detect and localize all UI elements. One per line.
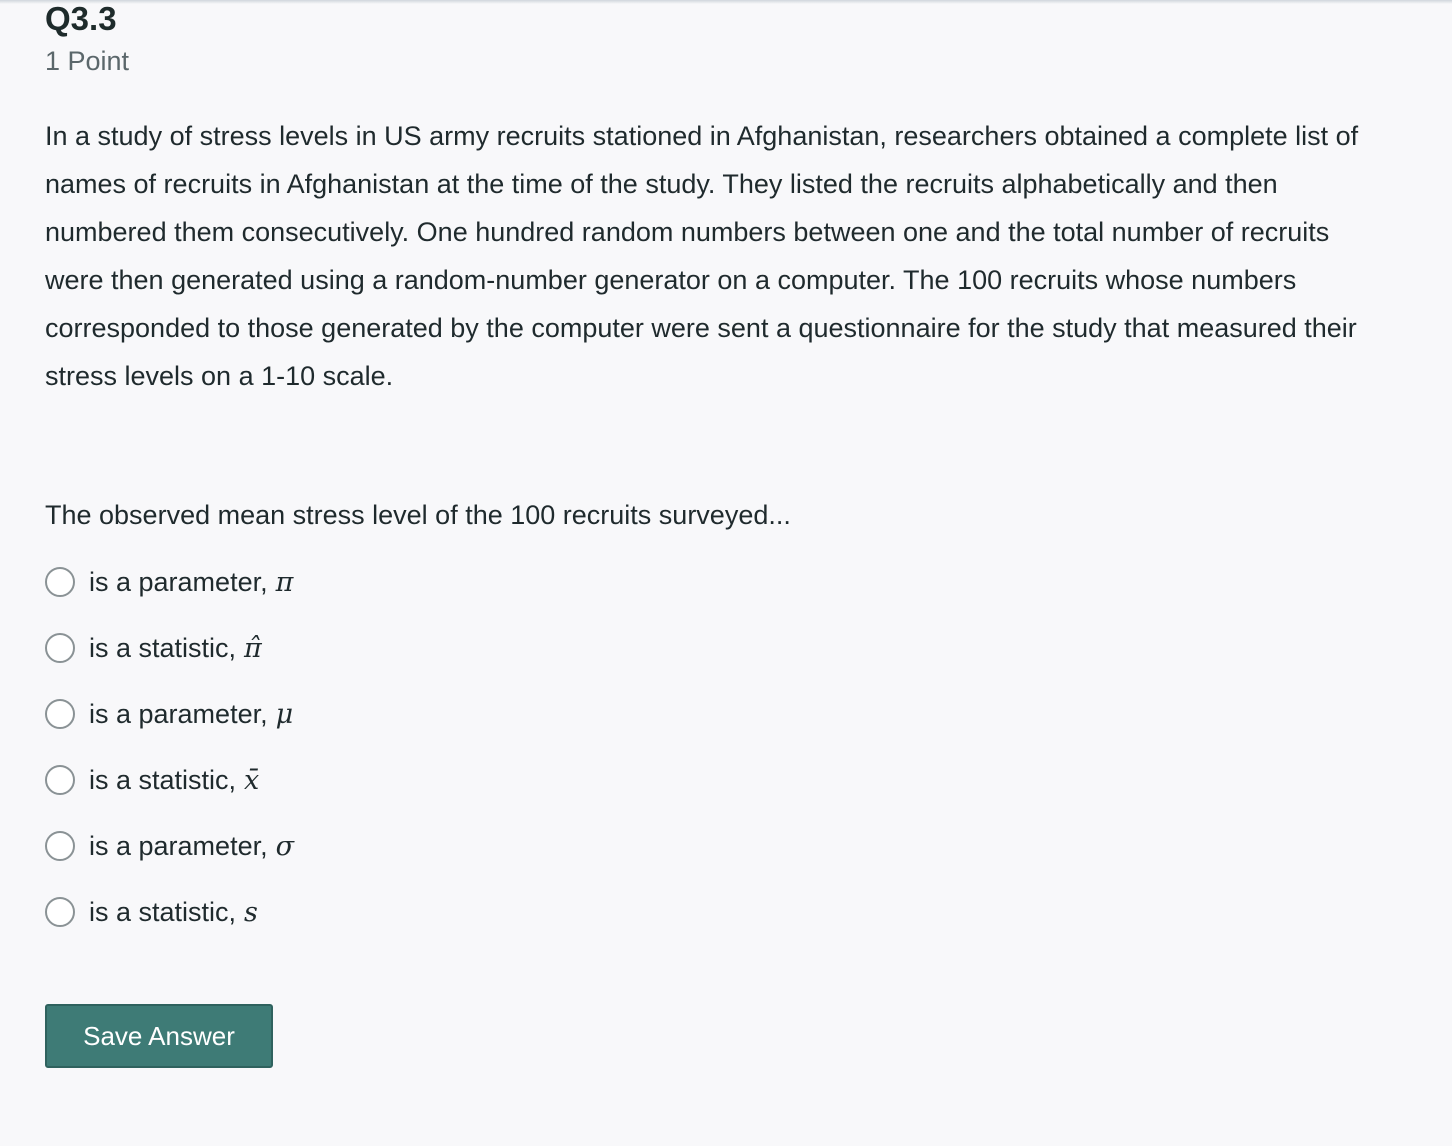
radio-button[interactable] <box>45 831 75 861</box>
option-2[interactable] <box>45 631 262 665</box>
option-5[interactable] <box>45 829 294 863</box>
radio-button[interactable] <box>45 699 75 729</box>
option-3[interactable] <box>45 697 293 731</box>
option-1[interactable] <box>45 565 293 599</box>
option-4[interactable] <box>45 763 259 797</box>
option-label: is a parameter, σ <box>89 830 295 862</box>
radio-button[interactable] <box>45 765 75 795</box>
option-label: is a parameter, π <box>89 566 294 598</box>
option-label: is a statistic, x̄ <box>89 764 260 796</box>
option-6[interactable] <box>45 895 258 929</box>
question-lead: The observed mean stress level of the 100 recruits surveyed... <box>45 500 791 530</box>
radio-button[interactable] <box>45 567 75 597</box>
top-shadow <box>0 0 1452 4</box>
option-label: is a statistic, s <box>89 896 258 928</box>
question-prompt: In a study of stress levels in US army recruits stationed in Afghanistan, researchers obtained a complete list of names of recruits in Afghanistan at the time of the study. They listed the recruits alphabetically and then numbered them consecutively. One hundred random numbers between one and the total number of recruits were then generated using a random-number generator on a computer. The 100 recruits whose numbers corresponded to those generated by the computer were sent a questionnaire for the study that measured their stress levels on a 1-10 scale. <box>45 121 1359 391</box>
question-title: Q3.3 <box>45 0 117 37</box>
option-label: is a parameter, μ <box>89 698 294 730</box>
radio-button[interactable] <box>45 897 75 927</box>
option-label: is a statistic, π̂ <box>89 632 262 664</box>
question-points: 1 Point <box>45 46 130 76</box>
radio-button[interactable] <box>45 633 75 663</box>
save-answer-button[interactable]: Save Answer <box>45 1004 273 1068</box>
